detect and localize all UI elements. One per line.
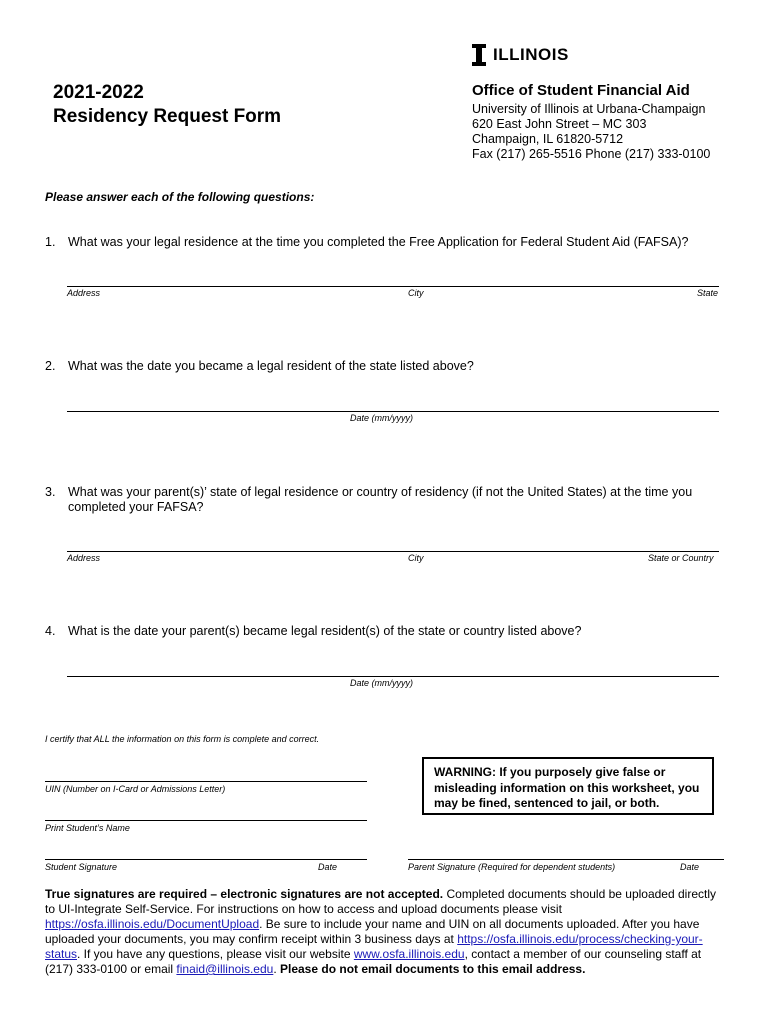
question-3: 3. What was your parent(s)’ state of legal residence or country of residency (if not the United States) at the time you completed your FAFSA?: [45, 485, 725, 515]
office-address-block: [472, 81, 710, 162]
instructions: Please answer each of the following questions:: [45, 190, 315, 204]
illinois-logo: [472, 44, 569, 66]
q1-state-caption: State: [697, 288, 719, 298]
block-i-icon: [472, 44, 486, 66]
uin-caption: UIN (Number on I-Card or Admissions Letter): [45, 784, 226, 794]
question-4: 4. What is the date your parent(s) became legal resident(s) of the state or country listed above?: [45, 624, 582, 638]
student-signature-caption: Student Signature: [45, 862, 118, 872]
question-text: What is the date your parent(s) became legal resident(s) of the state or country listed above?: [68, 624, 582, 638]
q1-city-caption: City: [408, 288, 424, 298]
document-upload-link[interactable]: https://osfa.illinois.edu/DocumentUpload: [45, 917, 260, 931]
footer-instructions: True signatures are required – electronic signatures are not accepted. Completed documents should be uploaded directly to UI-Integrate Self-Service. For instructions on how to access and upload documents please visit https://osfa.illinois.edu/DocumentUpload. Be sure to include your name and UIN on all documents uploaded. After you have uploaded your documents, you may confirm receipt within 3 business days at https://osfa.illinois.edu/process/checking-your-status. If you have any questions, please visit our website www.osfa.illinois.edu, contact a member of our counseling staff at (217) 333-0100 or email finaid@illinois.edu. Please do not email documents to this email address.: [45, 887, 716, 976]
uin-line[interactable]: [45, 781, 367, 782]
certification-statement: I certify that ALL the information on this form is complete and correct.: [45, 734, 320, 744]
parent-signature-line[interactable]: [408, 859, 724, 860]
q1-address-caption: Address: [67, 288, 101, 298]
question-text: What was your legal residence at the time you completed the Free Application for Federal Student Aid (FAFSA)?: [68, 235, 689, 249]
question-text: What was the date you became a legal resident of the state listed above?: [68, 359, 474, 373]
warning-box: WARNING: If you purposely give false or misleading information on this worksheet, you may be fined, sentenced to jail, or both.: [422, 757, 714, 815]
office-line: Champaign, IL 61820-5712: [472, 132, 624, 146]
q4-answer-line[interactable]: [67, 676, 719, 677]
office-line: Fax (217) 265-5516 Phone (217) 333-0100: [472, 147, 711, 161]
form-name: Residency Request Form: [53, 106, 282, 127]
q3-state-country-caption: State or Country: [648, 553, 714, 563]
q1-answer-line[interactable]: [67, 286, 719, 287]
parent-signature-caption: Parent Signature (Required for dependent students): [408, 862, 616, 872]
question-text: What was your parent(s)’ state of legal residence or country of residency (if not the United States) at the time you completed your FAFSA?: [68, 485, 693, 514]
form-year: 2021-2022: [53, 82, 144, 103]
office-name: Office of Student Financial Aid: [472, 82, 690, 99]
student-date-caption: Date: [318, 862, 338, 872]
print-name-caption: Print Student’s Name: [45, 823, 130, 833]
q2-answer-line[interactable]: [67, 411, 719, 412]
student-signature-line[interactable]: [45, 859, 367, 860]
form-title: [53, 81, 281, 129]
office-line: 620 East John Street – MC 303: [472, 117, 647, 131]
checking-status-link[interactable]: https://osfa.illinois.edu/process/checking-your-status: [45, 932, 703, 961]
q3-address-caption: Address: [67, 553, 101, 563]
q4-date-caption: Date (mm/yyyy): [350, 678, 413, 688]
question-1: 1. What was your legal residence at the time you completed the Free Application for Federal Student Aid (FAFSA)?: [45, 235, 689, 249]
q3-city-caption: City: [408, 553, 424, 563]
print-name-line[interactable]: [45, 820, 367, 821]
question-2: 2. What was the date you became a legal resident of the state listed above?: [45, 359, 474, 373]
email-link[interactable]: finaid@illinois.edu: [176, 962, 274, 976]
q3-answer-line[interactable]: [67, 551, 719, 552]
website-link[interactable]: www.osfa.illinois.edu: [353, 947, 465, 961]
logo-text: ILLINOIS: [493, 45, 569, 64]
office-line: University of Illinois at Urbana-Champaign: [472, 102, 706, 116]
q2-date-caption: Date (mm/yyyy): [350, 413, 413, 423]
parent-date-caption: Date: [680, 862, 700, 872]
